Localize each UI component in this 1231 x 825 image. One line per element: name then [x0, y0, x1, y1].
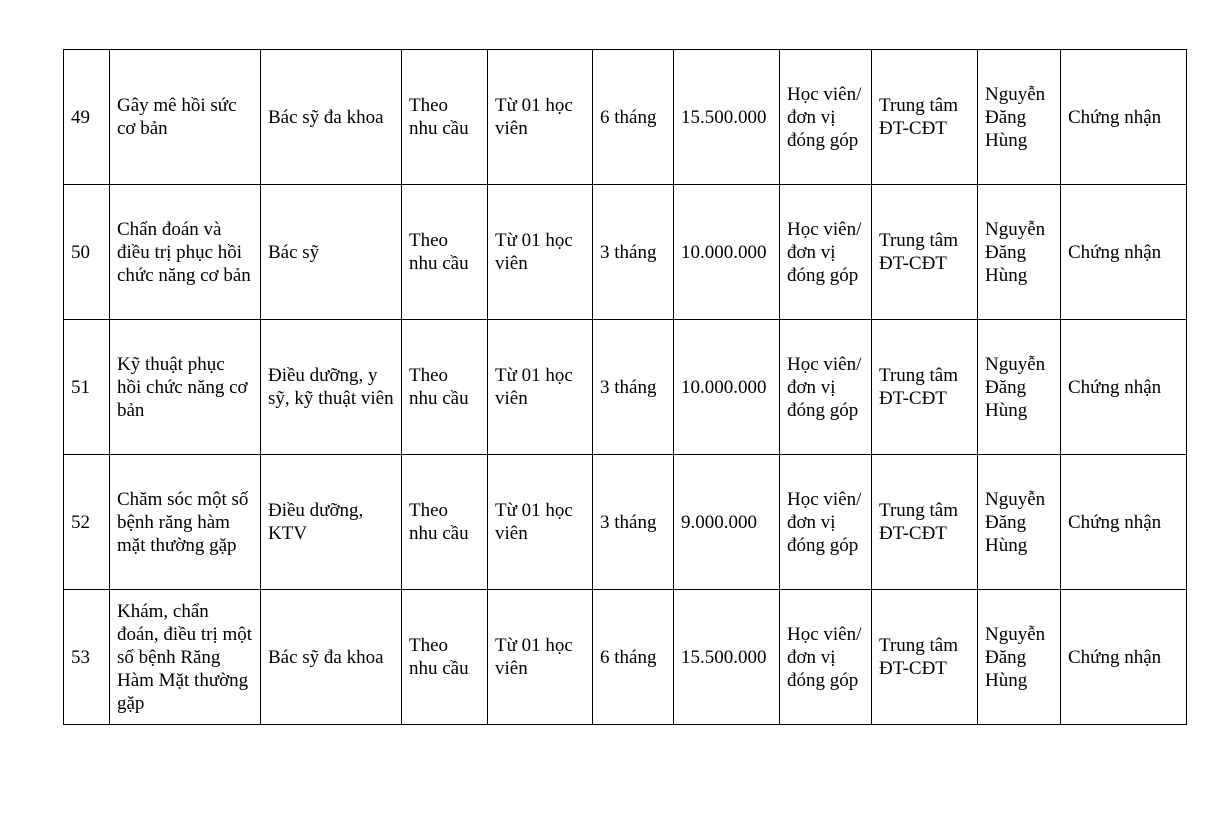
responsible-person: Nguyễn Đăng Hùng [978, 50, 1061, 185]
schedule: Theo nhu cầu [402, 320, 488, 455]
target-learners: Bác sỹ đa khoa [261, 50, 402, 185]
target-learners: Điều dưỡng, KTV [261, 455, 402, 590]
duration: 3 tháng [593, 320, 674, 455]
class-size: Từ 01 học viên [488, 455, 593, 590]
table-body [64, 50, 1187, 725]
certificate-type: Chứng nhận [1061, 50, 1187, 185]
duration: 3 tháng [593, 455, 674, 590]
funding-source: Học viên/ đơn vị đóng góp [780, 185, 872, 320]
target-learners: Bác sỹ đa khoa [261, 590, 402, 725]
organizing-unit: Trung tâm ĐT-CĐT [872, 50, 978, 185]
organizing-unit: Trung tâm ĐT-CĐT [872, 455, 978, 590]
course-name: Chăm sóc một số bệnh răng hàm mặt thường gặp [110, 455, 261, 590]
class-size: Từ 01 học viên [488, 50, 593, 185]
tuition-fee: 10.000.000 [674, 185, 780, 320]
row-number: 51 [64, 320, 110, 455]
table-row [64, 50, 1187, 185]
organizing-unit: Trung tâm ĐT-CĐT [872, 590, 978, 725]
course-name: Kỹ thuật phục hồi chức năng cơ bản [110, 320, 261, 455]
tuition-fee: 15.500.000 [674, 590, 780, 725]
row-number: 50 [64, 185, 110, 320]
organizing-unit: Trung tâm ĐT-CĐT [872, 185, 978, 320]
funding-source: Học viên/ đơn vị đóng góp [780, 590, 872, 725]
tuition-fee: 15.500.000 [674, 50, 780, 185]
certificate-type: Chứng nhận [1061, 590, 1187, 725]
responsible-person: Nguyễn Đăng Hùng [978, 455, 1061, 590]
funding-source: Học viên/ đơn vị đóng góp [780, 50, 872, 185]
schedule: Theo nhu cầu [402, 50, 488, 185]
tuition-fee: 9.000.000 [674, 455, 780, 590]
tuition-fee: 10.000.000 [674, 320, 780, 455]
funding-source: Học viên/ đơn vị đóng góp [780, 455, 872, 590]
organizing-unit: Trung tâm ĐT-CĐT [872, 320, 978, 455]
duration: 6 tháng [593, 50, 674, 185]
funding-source: Học viên/ đơn vị đóng góp [780, 320, 872, 455]
training-course-table [63, 49, 1187, 725]
schedule: Theo nhu cầu [402, 590, 488, 725]
class-size: Từ 01 học viên [488, 320, 593, 455]
certificate-type: Chứng nhận [1061, 320, 1187, 455]
certificate-type: Chứng nhận [1061, 185, 1187, 320]
target-learners: Bác sỹ [261, 185, 402, 320]
row-number: 52 [64, 455, 110, 590]
table-row [64, 320, 1187, 455]
duration: 3 tháng [593, 185, 674, 320]
course-name: Chẩn đoán và điều trị phục hồi chức năng cơ bản [110, 185, 261, 320]
class-size: Từ 01 học viên [488, 590, 593, 725]
course-name: Gây mê hồi sức cơ bản [110, 50, 261, 185]
responsible-person: Nguyễn Đăng Hùng [978, 590, 1061, 725]
responsible-person: Nguyễn Đăng Hùng [978, 320, 1061, 455]
table-row [64, 455, 1187, 590]
responsible-person: Nguyễn Đăng Hùng [978, 185, 1061, 320]
table-row [64, 185, 1187, 320]
course-name: Khám, chẩn đoán, điều trị một số bệnh Răng Hàm Mặt thường gặp [110, 590, 261, 725]
duration: 6 tháng [593, 590, 674, 725]
target-learners: Điều dưỡng, y sỹ, kỹ thuật viên [261, 320, 402, 455]
table-row [64, 590, 1187, 725]
row-number: 53 [64, 590, 110, 725]
schedule: Theo nhu cầu [402, 185, 488, 320]
class-size: Từ 01 học viên [488, 185, 593, 320]
certificate-type: Chứng nhận [1061, 455, 1187, 590]
schedule: Theo nhu cầu [402, 455, 488, 590]
row-number: 49 [64, 50, 110, 185]
